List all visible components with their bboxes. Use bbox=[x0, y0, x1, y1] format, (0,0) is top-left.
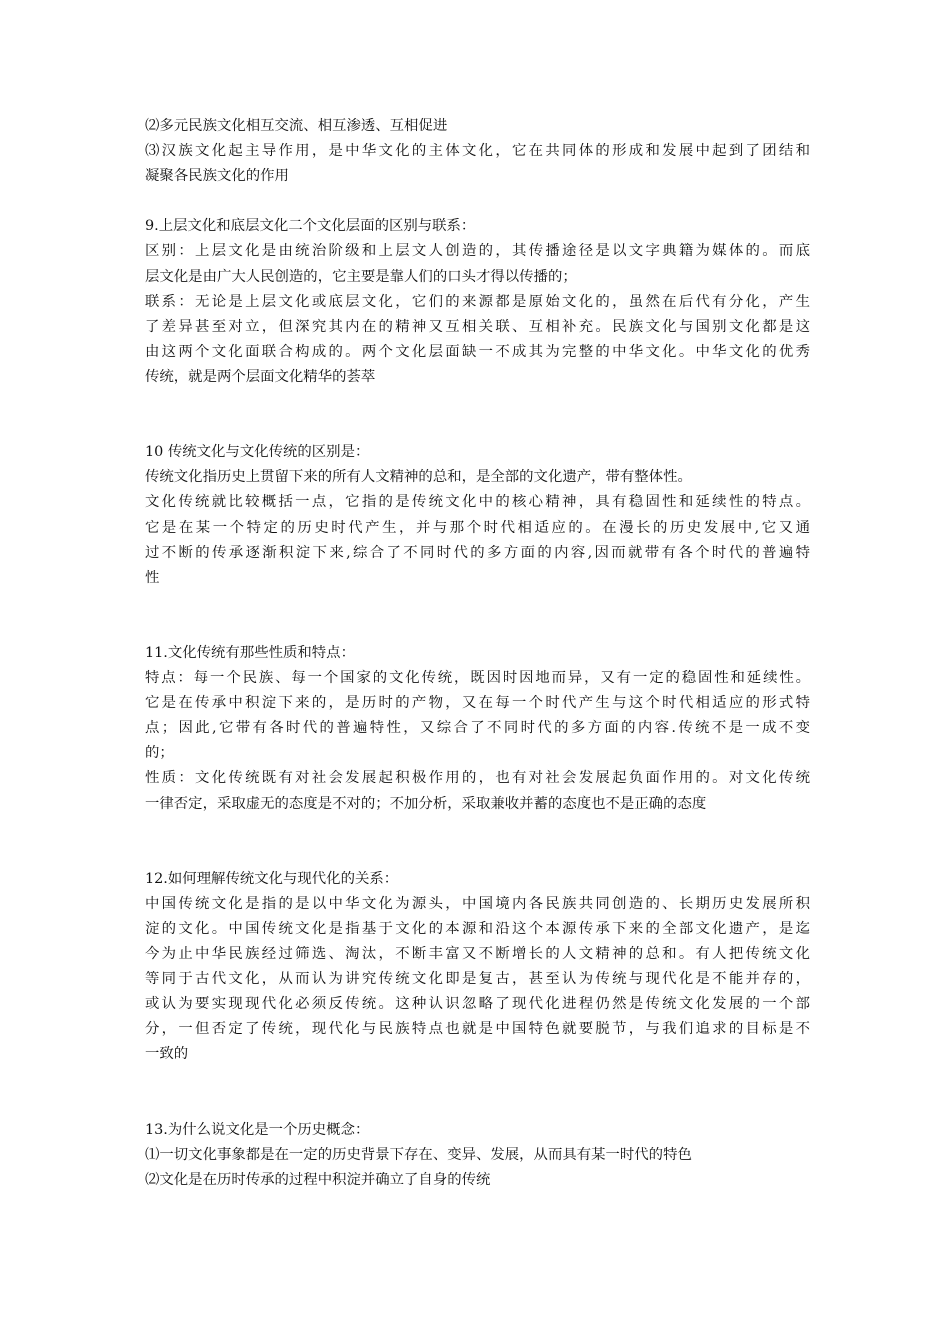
text-line: ⑴一切文化事象都是在一定的历史背景下存在、变异、发展，从而具有某一时代的特色 bbox=[145, 1146, 692, 1163]
text-line: 联系：无论是上层文化或底层文化，它们的来源都是原始文化的，虽然在后代有分化，产生 bbox=[145, 293, 810, 310]
text-line: 由这两个文化面联合构成的。两个文化层面缺一不成其为完整的中华文化。中华文化的优秀 bbox=[145, 343, 810, 360]
text-line: 传统文化指历史上贯留下来的所有人文精神的总和，是全部的文化遗产，带有整体性。 bbox=[145, 469, 692, 486]
text-line: ⑵文化是在历时传承的过程中积淀并确立了自身的传统 bbox=[145, 1171, 491, 1188]
text-line: 点；因此,它带有各时代的普遍特性，又综合了不同时代的多方面的内容.传统不是一成不变 bbox=[145, 720, 810, 737]
text-line: 区别：上层文化是由统治阶级和上层文人创造的，其传播途径是以文字典籍为媒体的。而底 bbox=[145, 243, 810, 260]
text-line: 特点：每一个民族、每一个国家的文化传统，既因时因地而异，又有一定的稳固性和延续性。 bbox=[145, 670, 810, 687]
section-heading: 10 传统文化与文化传统的区别是： bbox=[145, 444, 370, 461]
text-line: 了差异甚至对立，但深究其内在的精神又互相关联、互相补充。民族文化与国别文化都是这 bbox=[145, 318, 810, 335]
text-line: 或认为要实现现代化必须反传统。这种认识忽略了现代化进程仍然是传统文化发展的一个部 bbox=[145, 996, 810, 1013]
text-line: 文化传统就比较概括一点，它指的是传统文化中的核心精神，具有稳固性和延续性的特点。 bbox=[145, 494, 810, 511]
text-line: 它是在某一个特定的历史时代产生，并与那个时代相适应的。在漫长的历史发展中,它又通 bbox=[145, 519, 810, 536]
text-line: ⑶汉族文化起主导作用，是中华文化的主体文化，它在共同体的形成和发展中起到了团结和 bbox=[145, 143, 810, 160]
text-line: 的； bbox=[145, 745, 174, 762]
section-heading: 12.如何理解传统文化与现代化的关系： bbox=[145, 870, 399, 887]
section-12 bbox=[145, 867, 810, 1068]
section-10 bbox=[145, 440, 810, 591]
section-heading: 11.文化传统有那些性质和特点： bbox=[145, 644, 355, 661]
text-line: 凝聚各民族文化的作用 bbox=[145, 168, 289, 185]
text-line: ⑵多元民族文化相互交流、相互渗透、互相促进 bbox=[145, 118, 448, 134]
text-line: 它是在传承中积淀下来的，是历时的产物，又在每一个时代产生与这个时代相适应的形式特 bbox=[145, 695, 810, 712]
section-heading: 13.为什么说文化是一个历史概念： bbox=[145, 1121, 370, 1138]
text-line: 层文化是由广大人民创造的，它主要是靠人们的口头才得以传播的； bbox=[145, 268, 577, 285]
text-line: 一律否定，采取虚无的态度是不对的；不加分析，采取兼收并蓄的态度也不是正确的态度 bbox=[145, 795, 707, 812]
text-line: 性 bbox=[145, 569, 160, 586]
text-line: 分，一但否定了传统，现代化与民族特点也就是中国特色就要脱节，与我们追求的目标是不 bbox=[145, 1021, 810, 1038]
text-line: 传统，就是两个层面文化精华的荟萃 bbox=[145, 368, 376, 385]
text-line: 一致的 bbox=[145, 1046, 189, 1063]
document-page bbox=[145, 114, 810, 1193]
section-heading: 9.上层文化和底层文化二个文化层面的区别与联系： bbox=[145, 218, 476, 235]
text-line: 过不断的传承逐渐积淀下来,综合了不同时代的多方面的内容,因而就带有各个时代的普遍特 bbox=[145, 544, 810, 561]
text-line: 淀的文化。中国传统文化是指基于文化的本源和沿这个本源传承下来的全部文化遗产，是迄 bbox=[145, 921, 810, 937]
text-line: 中国传统文化是指的是以中华文化为源头，中国境内各民族共同创造的、长期历史发展所积 bbox=[145, 895, 810, 912]
section-13 bbox=[145, 1118, 810, 1193]
text-line: 等同于古代文化，从而认为讲究传统文化即是复古，甚至认为传统与现代化是不能并存的， bbox=[145, 971, 810, 988]
section-11 bbox=[145, 641, 810, 817]
text-line: 今为止中华民族经过筛选、淘汰，不断丰富又不断增长的人文精神的总和。有人把传统文化 bbox=[145, 946, 810, 963]
text-line: 性质：文化传统既有对社会发展起积极作用的，也有对社会发展起负面作用的。对文化传统 bbox=[145, 770, 810, 787]
section-8-continuation bbox=[145, 114, 810, 189]
section-9 bbox=[145, 214, 810, 390]
